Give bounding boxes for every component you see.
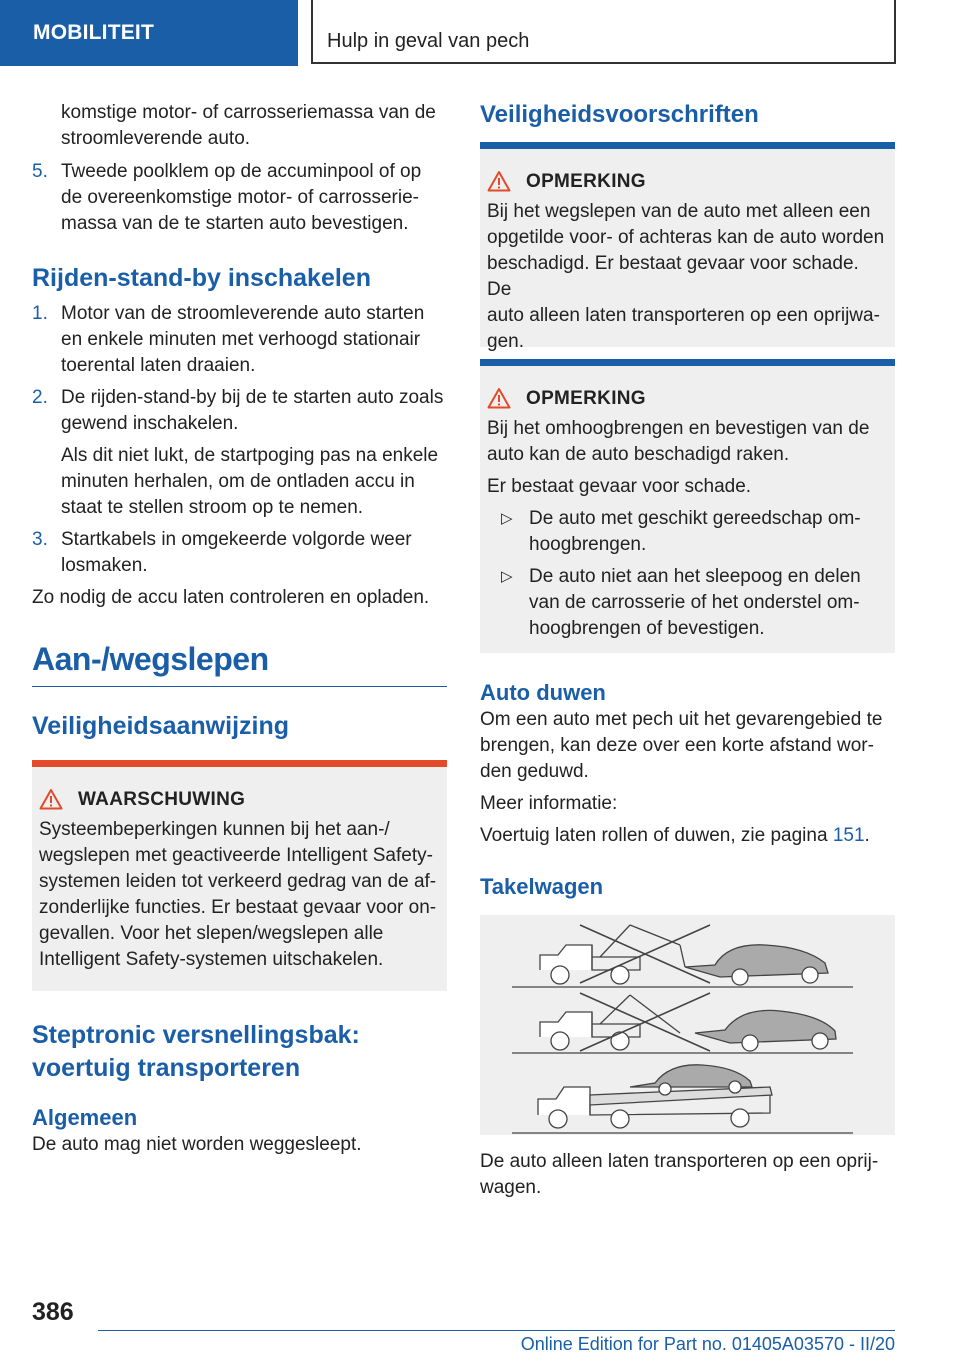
bullet-triangle-icon: ▷	[501, 568, 513, 585]
note-title: OPMERKING	[480, 386, 895, 412]
step-note: Als dit niet lukt, de startpoging pas na enkele minuten herhalen, om de ontladen accu in staat te stellen stroom op te nemen.	[61, 445, 439, 518]
subsection-heading: Algemeen	[32, 1105, 138, 1130]
body-text: De auto alleen laten transporteren op een oprij-	[480, 1151, 879, 1172]
section-heading: Steptronic versnellingsbak: voertuig transporteren	[32, 1021, 360, 1082]
section-tab: MOBILITEIT	[0, 0, 298, 66]
subsection-heading: Takelwagen	[480, 874, 604, 899]
tow-truck-diagram	[480, 915, 895, 1135]
warning-triangle-icon	[487, 170, 511, 192]
more-info: Meer informatie:	[480, 793, 618, 814]
page-reference: Voertuig laten rollen of duwen, zie pagina 151.	[480, 825, 870, 846]
list-item: 5. Tweede poolklem op de accuminpool of op de overeenkomstige motor- of carrosserie- massa van de te starten auto bevestigen.	[32, 161, 422, 234]
left-column	[32, 100, 447, 1158]
page-number: 386	[32, 1298, 74, 1326]
chapter-rule	[32, 686, 447, 687]
general-text: De auto mag niet worden weggesleept.	[32, 1134, 362, 1155]
list-item: ▷ De auto met geschikt gereedschap om- hoogbrengen.	[501, 508, 861, 555]
warning-title: WAARSCHUWING	[32, 787, 447, 813]
chapter-title: Aan-/wegslepen	[32, 641, 269, 677]
edition-footer: Online Edition for Part no. 01405A03570 - II/20	[520, 1334, 895, 1354]
tow-truck-illustration	[480, 915, 895, 1135]
bullet-triangle-icon: ▷	[501, 510, 513, 527]
section-heading: Veiligheidsvoorschriften	[480, 101, 759, 128]
section-heading: Rijden-stand-by inschakelen	[32, 264, 371, 292]
warning-triangle-icon	[487, 387, 511, 409]
note-box: OPMERKING Bij het omhoogbrengen en bevestigen van de auto kan de auto beschadigd raken. Er bestaat gevaar voor schade. ▷ De auto met geschikt gereedschap om- hoogbrengen. ▷ De auto niet aan het sleepoog en delen van de carrosserie of het onderstel om- hoogbrengen of bevestigen.	[480, 359, 895, 653]
page-link[interactable]: 151	[832, 825, 865, 846]
note-box: OPMERKING Bij het wegslepen van de auto met alleen een opgetilde voor- of achteras kan de auto worden beschadigd. Er bestaat gevaar voor schade. De auto alleen laten transporteren op een oprijwa- gen.	[480, 142, 895, 347]
list-item: ▷ De auto niet aan het sleepoog en delen van de carrosserie of het onderstel om- hoogbrengen of bevestigen.	[501, 566, 861, 639]
right-column	[480, 100, 895, 1201]
section-heading: Veiligheidsaanwijzing	[32, 712, 290, 740]
body-text: den geduwd.	[480, 761, 589, 782]
subsection-heading: Auto duwen	[480, 680, 606, 705]
warning-triangle-icon	[39, 788, 63, 810]
body-text: Om een auto met pech uit het gevarengebied te	[480, 709, 883, 730]
note-title: OPMERKING	[480, 169, 895, 195]
body-text: brengen, kan deze over een korte afstand wor-	[480, 735, 874, 756]
accu-note: Zo nodig de accu laten controleren en opladen.	[32, 587, 430, 608]
continued-text: komstige motor- of carrosseriemassa van de stroomleverende auto.	[61, 102, 436, 149]
list-item: 1. Motor van de stroomleverende auto starten en enkele minuten met verhoogd stationair toerental laten draaien.	[32, 303, 425, 376]
warning-box: WAARSCHUWING Systeembeperkingen kunnen bij het aan-/ wegslepen met geactiveerde Intelligent Safety- systemen leiden tot verkeerd gedrag van de af- zonderlijke functies. Er bestaat gevaar voor on- gevallen. Voor het slepen/wegslepen alle Intelligent Safety-systemen uitschakelen.	[32, 760, 447, 991]
list-item: 3. Startkabels in omgekeerde volgorde weer losmaken.	[32, 529, 412, 576]
list-item: 2. De rijden-stand-by bij de te starten auto zoals gewend inschakelen.	[32, 387, 444, 434]
body-text: wagen.	[480, 1177, 542, 1198]
page-header-title: Hulp in geval van pech	[311, 0, 896, 64]
